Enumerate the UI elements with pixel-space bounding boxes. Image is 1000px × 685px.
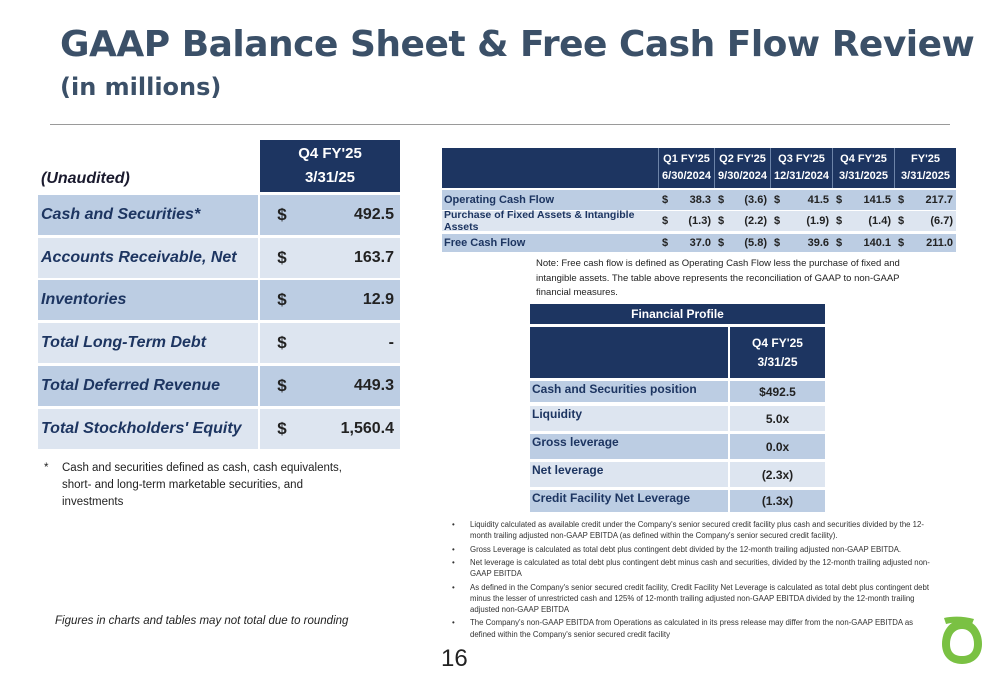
column-header [714, 148, 770, 188]
table-row [442, 190, 956, 210]
table-row [38, 366, 400, 406]
table-cell [894, 215, 956, 227]
cash-flow-table [442, 148, 956, 252]
column-date: 12/31/2024 [773, 170, 830, 182]
row-value: 12.9 [304, 280, 400, 320]
cell-value: (5.8) [744, 237, 767, 249]
row-value: 163.7 [304, 238, 400, 278]
row-label: Total Long-Term Debt [38, 323, 258, 363]
currency-symbol: $ [718, 194, 725, 206]
table-row [38, 323, 400, 363]
table-cell [770, 194, 832, 206]
table-row [38, 195, 400, 235]
table-row [38, 238, 400, 278]
table-row [530, 406, 825, 431]
footnote-marker: * [44, 462, 49, 474]
row-label: Liquidity [530, 406, 728, 431]
table-row [38, 409, 400, 449]
row-value: (1.3x) [730, 490, 825, 512]
table-row [442, 234, 956, 252]
cell-value: (1.4) [868, 215, 891, 227]
balance-sheet-column-header [260, 140, 400, 192]
page-number: 16 [441, 645, 468, 672]
currency-symbol: $ [774, 237, 781, 249]
column-header [730, 327, 825, 378]
table-cell [832, 194, 894, 206]
cell-value: 41.5 [807, 194, 829, 206]
column-date: 6/30/2024 [662, 170, 711, 182]
currency-symbol: $ [836, 194, 843, 206]
column-date: 3/31/2025 [839, 170, 888, 182]
list-item: • The Company's non-GAAP EBITDA from Operations as calculated in its press release may differ from the non-GAAP EBITDA as defined within the Company's senior secured credit facility [450, 617, 930, 639]
cell-value: 217.7 [925, 194, 953, 206]
currency-symbol: $ [260, 409, 304, 449]
page-title: GAAP Balance Sheet & Free Cash Flow Review [60, 24, 975, 65]
row-label: Cash and Securities* [38, 195, 258, 235]
cell-value: 39.6 [807, 237, 829, 249]
table-row [530, 381, 825, 402]
cell-value: (2.2) [744, 215, 767, 227]
rounding-note: Figures in charts and tables may not total due to rounding [55, 615, 349, 627]
column-period: Q1 FY'25 [663, 153, 710, 165]
currency-symbol: $ [662, 194, 669, 206]
row-label: Gross leverage [530, 434, 728, 459]
row-label: Net leverage [530, 462, 728, 487]
page-subtitle: (in millions) [60, 73, 222, 101]
definitions-list [450, 519, 930, 642]
table-cell [770, 215, 832, 227]
column-period: FY'25 [911, 153, 940, 165]
column-date: 3/31/25 [304, 169, 356, 186]
column-period: Q2 FY'25 [719, 153, 766, 165]
table-cell [894, 194, 956, 206]
table-cell [832, 215, 894, 227]
unaudited-label: (Unaudited) [41, 170, 130, 187]
column-period: Q4 FY'25 [298, 145, 362, 162]
row-value: 0.0x [730, 434, 825, 459]
currency-symbol: $ [260, 238, 304, 278]
row-label: Total Stockholders' Equity [38, 409, 258, 449]
title-divider [50, 124, 950, 125]
list-item: • Net leverage is calculated as total debt plus contingent debt minus cash and securities, divided by the 12-month trailing adjusted non-GAAP EBITDA [450, 557, 930, 579]
cell-value: 38.3 [689, 194, 711, 206]
table-cell [832, 237, 894, 249]
cell-value: 141.5 [863, 194, 891, 206]
cell-value: 140.1 [863, 237, 891, 249]
list-item: • As defined in the Company's senior secured credit facility, Credit Facility Net Leverage is calculated as total debt plus contingent debt minus the lesser of unrestricted cash and 125% of 12-month trailing adjusted non-GAAP EBITDA divided by the 12-month trailing adjusted non-GAAP EBITDA [450, 582, 930, 616]
column-header [658, 148, 714, 188]
cell-value: (1.9) [806, 215, 829, 227]
column-period: Q4 FY'25 [840, 153, 887, 165]
row-value: 1,560.4 [304, 409, 400, 449]
table-row [442, 211, 956, 231]
currency-symbol: $ [774, 215, 781, 227]
table-row [530, 490, 825, 512]
table-cell [658, 237, 714, 249]
row-label: Cash and Securities position [530, 381, 728, 402]
table-cell [770, 237, 832, 249]
row-label: Purchase of Fixed Assets & Intangible Assets [444, 209, 635, 233]
currency-symbol: $ [898, 237, 905, 249]
column-date: 3/31/2025 [901, 170, 950, 182]
column-date: 9/30/2024 [718, 170, 767, 182]
list-item: • Gross Leverage is calculated as total debt plus contingent debt divided by the 12-month trailing adjusted non-GAAP EBITDA. [450, 544, 930, 555]
list-item: • Liquidity calculated as available credit under the Company's senior secured credit facility plus cash and securities divided by the 12-month trailing adjusted non-GAAP EBITDA (as defined within the Company's senior secured credit facility). [450, 519, 930, 541]
cash-footnote [44, 460, 364, 511]
row-value: 5.0x [730, 406, 825, 431]
balance-sheet-table [38, 140, 400, 449]
row-value: $492.5 [730, 381, 825, 402]
cash-flow-header [442, 148, 956, 188]
table-cell [658, 194, 714, 206]
row-label: Accounts Receivable, Net [38, 238, 258, 278]
currency-symbol: $ [898, 194, 905, 206]
column-period: Q4 FY'25 [752, 336, 803, 350]
column-header [770, 148, 832, 188]
row-value: - [304, 323, 400, 363]
cell-value: 211.0 [926, 237, 953, 249]
table-row [38, 280, 400, 320]
cell-value: (6.7) [930, 215, 953, 227]
row-label: Credit Facility Net Leverage [530, 490, 728, 512]
free-cash-flow-note: Note: Free cash flow is defined as Operating Cash Flow less the purchase of fixed and intangible assets. The table above represents the reconciliation of GAAP to non-GAAP financial measures. [536, 258, 900, 298]
ring-logo-icon [938, 614, 986, 668]
balance-sheet-header [38, 140, 400, 192]
financial-profile-title: Financial Profile [530, 304, 825, 324]
currency-symbol: $ [260, 323, 304, 363]
row-label: Total Deferred Revenue [38, 366, 258, 406]
currency-symbol: $ [662, 237, 669, 249]
row-value: 449.3 [304, 366, 400, 406]
currency-symbol: $ [260, 366, 304, 406]
cell-value: 37.0 [689, 237, 711, 249]
currency-symbol: $ [260, 195, 304, 235]
row-label: Inventories [38, 280, 258, 320]
header-spacer [530, 327, 728, 378]
currency-symbol: $ [718, 215, 725, 227]
footnote-text: Cash and securities defined as cash, cash equivalents, short- and long-term marketable securities, and investments [62, 462, 342, 508]
currency-symbol: $ [898, 215, 905, 227]
table-cell [714, 194, 770, 206]
column-header [894, 148, 956, 188]
row-value: (2.3x) [730, 462, 825, 487]
row-value: 492.5 [304, 195, 400, 235]
cell-value: (3.6) [744, 194, 767, 206]
column-date: 3/31/25 [757, 355, 798, 369]
table-cell [658, 215, 714, 227]
currency-symbol: $ [836, 215, 843, 227]
table-cell [714, 237, 770, 249]
table-row [530, 462, 825, 487]
currency-symbol: $ [718, 237, 725, 249]
table-cell [894, 237, 956, 249]
column-header [832, 148, 894, 188]
column-period: Q3 FY'25 [778, 153, 825, 165]
currency-symbol: $ [260, 280, 304, 320]
currency-symbol: $ [662, 215, 669, 227]
table-cell [714, 215, 770, 227]
cell-value: (1.3) [688, 215, 711, 227]
row-label: Operating Cash Flow [444, 194, 555, 206]
currency-symbol: $ [836, 237, 843, 249]
financial-profile-table [530, 304, 825, 512]
table-row [530, 434, 825, 459]
currency-symbol: $ [774, 194, 781, 206]
financial-profile-header [530, 327, 825, 378]
row-label: Free Cash Flow [444, 237, 526, 249]
